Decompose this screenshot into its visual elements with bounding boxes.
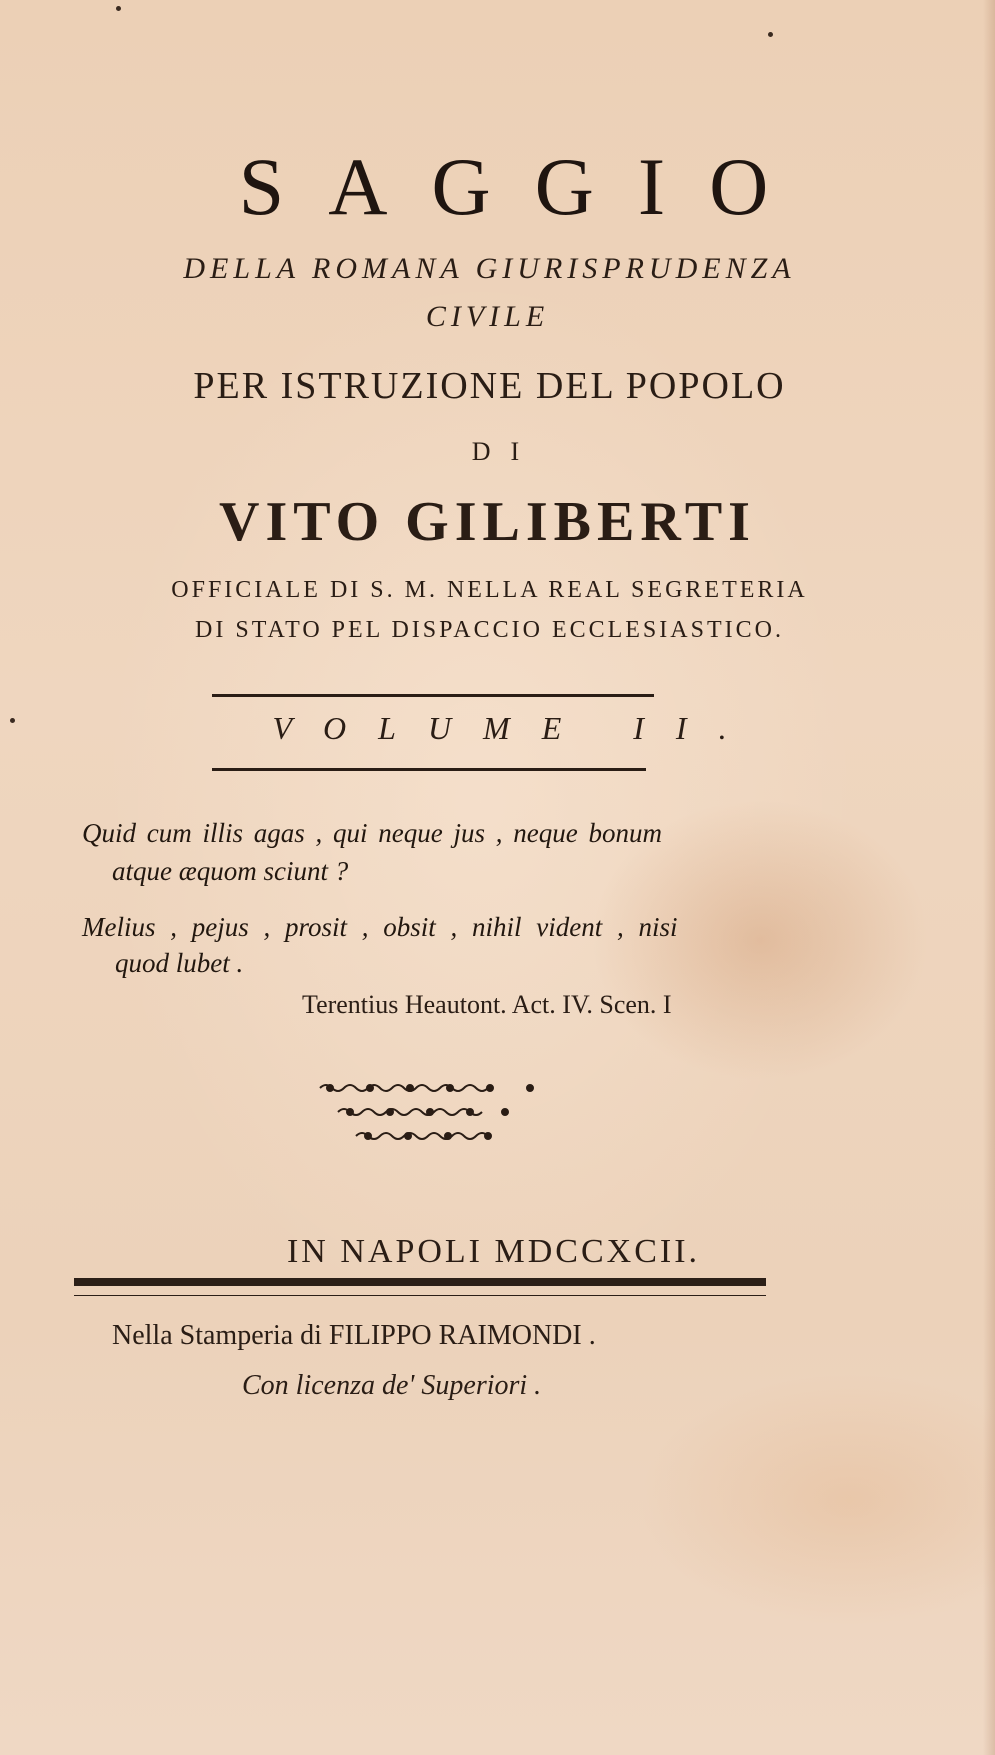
volume-rule-bottom	[212, 768, 646, 771]
author-name: VITO GILIBERTI	[219, 491, 756, 553]
epigraph-line-2: atque æquom sciunt ?	[112, 856, 349, 886]
epigraph-attribution: Terentius Heautont. Act. IV. Scen. I	[302, 990, 672, 1019]
specks	[116, 6, 121, 11]
printers-ornament	[0, 1078, 995, 1148]
printer-line: Nella Stamperia di FILIPPO RAIMONDI .	[112, 1320, 596, 1351]
author-office-line-2: DI STATO PEL DISPACCIO ECCLESIASTICO.	[195, 617, 784, 643]
purpose-line: PER ISTRUZIONE DEL POPOLO	[193, 365, 786, 407]
imprint-rule-thin	[74, 1295, 766, 1296]
book-title: SAGGIO	[238, 141, 813, 232]
ornament-row-2	[338, 1109, 508, 1115]
specks	[768, 32, 773, 37]
imprint-line: IN NAPOLI MDCCXCII.	[286, 1233, 701, 1270]
subtitle-line-2: CIVILE	[425, 300, 550, 333]
subtitle-line-1: DELLA ROMANA GIURISPRUDENZA	[183, 252, 796, 285]
epigraph-line-3: Melius , pejus , prosit , obsit , nihil vident , nisi	[82, 912, 678, 942]
volume-rule-top	[212, 694, 654, 697]
author-office-line-1: OFFICIALE DI S. M. NELLA REAL SEGRETERIA	[171, 577, 808, 603]
ornament-row-3	[356, 1133, 491, 1139]
volume-label: VOLUME II.	[272, 710, 759, 746]
epigraph-line-4: quod lubet .	[115, 948, 244, 978]
ornament-row-1	[320, 1085, 533, 1091]
license-line: Con licenza de' Superiori .	[242, 1370, 542, 1401]
by-line: DI	[471, 437, 540, 466]
imprint-rule-thick	[74, 1278, 766, 1286]
epigraph-line-1: Quid cum illis agas , qui neque jus , neque bonum	[82, 818, 662, 848]
